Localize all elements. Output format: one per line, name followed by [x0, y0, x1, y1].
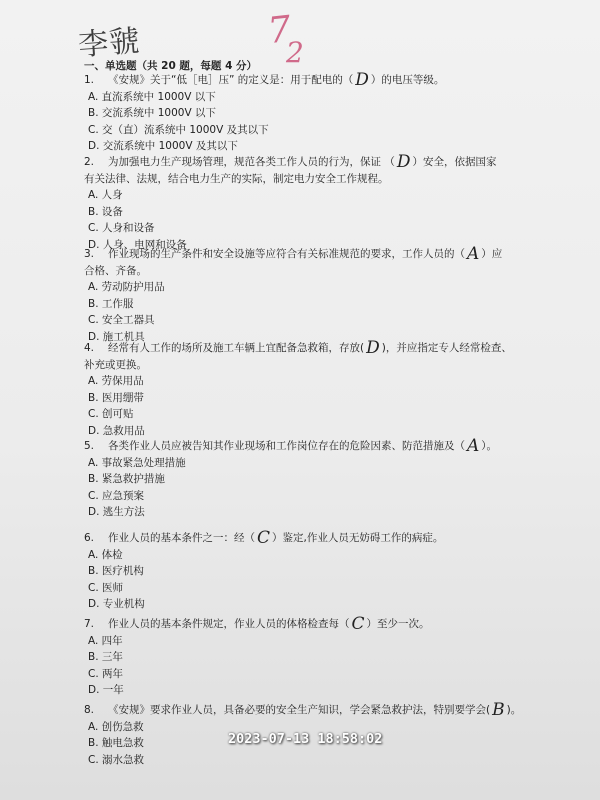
section-title: 一、单选题（共 20 题，每题 4 分） — [84, 60, 258, 72]
question-4 — [84, 338, 554, 356]
question-text-part2: )，并应指定专人经常检查、 — [381, 342, 512, 354]
option-c: C. 医师 — [88, 581, 124, 594]
option-c: C. 两年 — [88, 667, 124, 680]
handwritten-answer: D — [396, 152, 411, 172]
question-text-continuation: 有关法律、法规，结合电力生产的实际，制定电力安全工作规程。 — [84, 172, 389, 185]
question-number: 2. — [84, 156, 95, 168]
question-text-part2: ）至少一次。 — [366, 618, 430, 630]
question-8 — [84, 700, 554, 718]
question-text-part2: ）的电压等级。 — [370, 74, 445, 86]
question-number: 6. — [84, 532, 95, 544]
handwritten-answer: A — [467, 244, 480, 264]
handwritten-answer: D — [366, 338, 380, 358]
option-b: B. 触电急救 — [88, 737, 144, 749]
question-text-continuation: 合格、齐备。 — [84, 264, 147, 277]
handwritten-name: 李虢 — [77, 23, 142, 64]
option-d: D. 施工机具 — [88, 330, 145, 343]
option-b: B. 紧急救护措施 — [88, 473, 165, 485]
option-a: A. 劳保用品 — [88, 375, 144, 387]
question-6 — [84, 528, 554, 546]
question-text-part1: 《安规》关于“低［电］压” 的定义是：用于配电的（ — [108, 74, 354, 86]
handwritten-answer: C — [351, 614, 365, 634]
question-number: 1. — [84, 74, 95, 86]
question-text-part1: 《安规》要求作业人员，具备必要的安全生产知识，学会紧急救护法，特别要学会( — [108, 704, 491, 716]
option-c: C. 溺水急救 — [88, 753, 145, 766]
option-a: A. 人身 — [88, 189, 123, 201]
option-a: A. 直流系统中 1000V 以下 — [88, 90, 216, 103]
question-text-part1: 作业人员的基本条件之一：经（ — [108, 532, 255, 544]
option-b: B. 医用绷带 — [88, 391, 144, 404]
option-c: C. 安全工器具 — [88, 314, 155, 326]
handwritten-answer: C — [257, 528, 271, 548]
photo-timestamp: 2023-07-13 18:58:02 — [228, 731, 383, 747]
option-d: D. 人身、电网和设备 — [88, 238, 187, 251]
option-b: B. 设备 — [88, 205, 123, 218]
question-text-part1: 各类作业人员应被告知其作业现场和工作岗位存在的危险因素、防范措施及（ — [108, 440, 465, 452]
option-c: C. 交（直）流系统中 1000V 及其以下 — [88, 123, 269, 136]
question-number: 3. — [84, 248, 95, 260]
question-2 — [84, 152, 554, 170]
question-text-part1: 作业现场的生产条件和安全设施等应符合有关标准规范的要求，工作人员的（ — [108, 248, 465, 260]
question-text-continuation: 补充或更换。 — [84, 358, 147, 371]
question-text-part2: ）应 — [481, 248, 503, 260]
question-number: 8. — [84, 704, 95, 716]
question-5 — [84, 436, 554, 454]
option-a: A. 四年 — [88, 634, 123, 647]
option-a: A. 劳动防护用品 — [88, 281, 165, 293]
option-d: D. 专业机构 — [88, 598, 145, 610]
option-d: D. 一年 — [88, 684, 124, 696]
option-c: C. 应急预案 — [88, 489, 145, 502]
option-b: B. 医疗机构 — [88, 565, 144, 577]
question-text-part2: )。 — [506, 704, 522, 716]
option-a: A. 创伤急救 — [88, 720, 144, 733]
question-1 — [84, 70, 554, 88]
option-d: D. 急救用品 — [88, 424, 145, 437]
question-3 — [84, 244, 554, 262]
question-number: 7. — [84, 618, 95, 630]
option-d: D. 逃生方法 — [88, 506, 145, 518]
option-a: A. 事故紧急处理措施 — [88, 456, 186, 469]
question-number: 4. — [84, 342, 95, 354]
question-text-part2: ）鉴定,作业人员无妨碍工作的病症。 — [272, 532, 444, 544]
question-text-part1: 经常有人工作的场所及施工车辆上宜配备急救箱，存放( — [108, 342, 365, 354]
handwritten-answer: B — [492, 700, 505, 720]
option-b: B. 三年 — [88, 651, 123, 663]
question-text-part1: 作业人员的基本条件规定，作业人员的体格检查每（ — [108, 618, 350, 630]
option-c: C. 人身和设备 — [88, 222, 155, 234]
option-b: B. 工作服 — [88, 297, 134, 310]
option-a: A. 体检 — [88, 548, 123, 561]
option-c: C. 创可贴 — [88, 408, 134, 420]
handwritten-score-sub: 2 — [286, 36, 304, 69]
handwritten-answer: A — [467, 436, 480, 456]
question-7 — [84, 614, 554, 632]
question-text-part2: ）安全，依据国家 — [412, 156, 497, 168]
question-text-part2: ）。 — [481, 440, 498, 452]
handwritten-score: 7 — [265, 8, 293, 53]
option-b: B. 交流系统中 1000V 以下 — [88, 107, 216, 119]
question-number: 5. — [84, 440, 95, 452]
option-d: D. 交流系统中 1000V 及其以下 — [88, 140, 238, 152]
handwritten-answer: D — [355, 70, 369, 90]
question-text-part1: 为加强电力生产现场管理，规范各类工作人员的行为，保证 （ — [108, 156, 395, 168]
